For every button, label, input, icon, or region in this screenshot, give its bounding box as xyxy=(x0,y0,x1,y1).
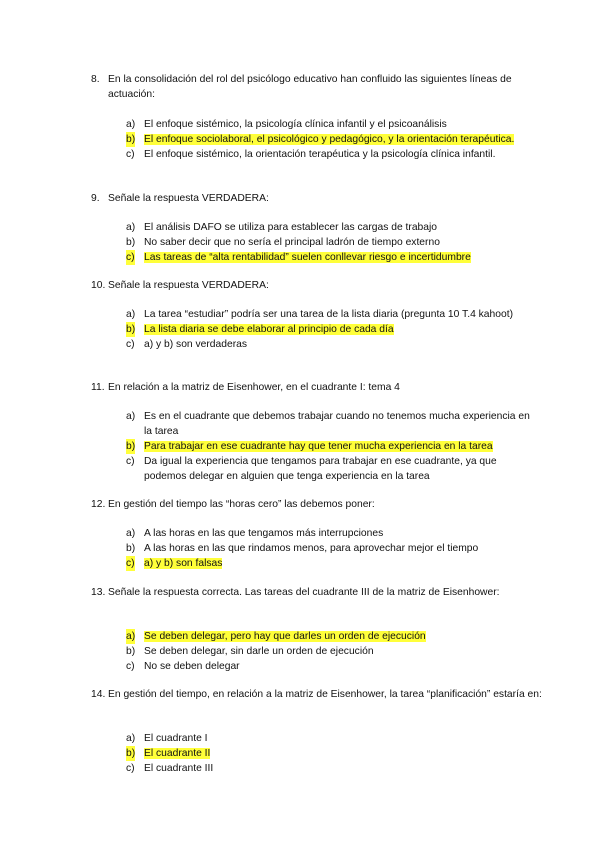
option-text: Se deben delegar, pero hay que darles un orden de ejecución xyxy=(144,631,426,642)
option-text: a) y b) son falsas xyxy=(144,558,223,569)
option-text: La tarea “estudiar” podría ser una tarea de la lista diaria (pregunta 10 T.4 kahoot) xyxy=(144,309,514,320)
option-letter: c) xyxy=(126,456,135,467)
option-14c xyxy=(126,761,536,776)
question-text: En relación a la matriz de Eisenhower, en el cuadrante I: tema 4 xyxy=(108,382,400,393)
option-letter: b) xyxy=(126,441,136,452)
question-number: 12. xyxy=(91,499,106,510)
option-8c xyxy=(126,147,536,162)
option-letter: a) xyxy=(126,222,136,233)
option-letter: a) xyxy=(126,309,136,320)
option-10c xyxy=(126,337,536,352)
question-8 xyxy=(91,72,551,102)
question-text: En gestión del tiempo, en relación a la matriz de Eisenhower, la tarea “planificación” estaría en: xyxy=(108,689,542,700)
question-text: En la consolidación del rol del psicólogo educativo han confluido las siguientes líneas de actuación: xyxy=(108,74,512,100)
option-text: Da igual la experiencia que tengamos para trabajar en ese cuadrante, ya que podemos delegar en alguien que tenga experiencia en la tarea xyxy=(144,456,497,482)
option-letter: c) xyxy=(126,558,135,569)
option-text: Para trabajar en ese cuadrante hay que tener mucha experiencia en la tarea xyxy=(144,441,493,452)
option-letter: b) xyxy=(126,237,136,248)
option-13b xyxy=(126,644,536,659)
option-text: El cuadrante I xyxy=(144,733,208,744)
option-11c xyxy=(126,454,536,484)
question-10 xyxy=(91,278,551,293)
option-14b-highlighted xyxy=(126,746,536,761)
option-10b-highlighted xyxy=(126,322,536,337)
option-letter: b) xyxy=(126,646,136,657)
option-letter: b) xyxy=(126,134,136,145)
option-11a xyxy=(126,409,536,439)
options-10 xyxy=(126,307,536,352)
question-text: Señale la respuesta VERDADERA: xyxy=(108,280,269,291)
option-letter: a) xyxy=(126,528,136,539)
option-letter: a) xyxy=(126,631,136,642)
option-letter: b) xyxy=(126,748,136,759)
option-8b-highlighted xyxy=(126,132,536,147)
question-12 xyxy=(91,497,551,512)
question-text: Señale la respuesta VERDADERA: xyxy=(108,193,269,204)
option-letter: a) xyxy=(126,411,136,422)
options-9 xyxy=(126,220,536,265)
option-letter: c) xyxy=(126,661,135,672)
option-12c-highlighted xyxy=(126,556,536,571)
question-text: Señale la respuesta correcta. Las tareas del cuadrante III de la matriz de Eisenhower: xyxy=(108,587,500,598)
option-13c xyxy=(126,659,536,674)
question-number: 14. xyxy=(91,689,106,700)
option-text: El enfoque sistémico, la orientación terapéutica y la psicología clínica infantil. xyxy=(144,149,496,160)
option-12b xyxy=(126,541,536,556)
question-number: 8. xyxy=(91,74,100,85)
option-letter: c) xyxy=(126,763,135,774)
option-text: A las horas en las que rindamos menos, para aprovechar mejor el tiempo xyxy=(144,543,479,554)
option-text: A las horas en las que tengamos más interrupciones xyxy=(144,528,384,539)
option-10a xyxy=(126,307,536,322)
question-14 xyxy=(91,687,551,702)
option-9a xyxy=(126,220,536,235)
option-text: No saber decir que no sería el principal ladrón de tiempo externo xyxy=(144,237,440,248)
option-12a xyxy=(126,526,536,541)
question-number: 10. xyxy=(91,280,106,291)
option-text: Las tareas de “alta rentabilidad” suelen conllevar riesgo e incertidumbre xyxy=(144,252,471,263)
option-text: La lista diaria se debe elaborar al principio de cada día xyxy=(144,324,394,335)
question-number: 11. xyxy=(91,382,105,393)
option-text: Se deben delegar, sin darle un orden de ejecución xyxy=(144,646,374,657)
option-letter: c) xyxy=(126,149,135,160)
option-letter: a) xyxy=(126,119,136,130)
option-9c-highlighted xyxy=(126,250,536,265)
option-13a-highlighted xyxy=(126,629,536,644)
option-text: El enfoque sistémico, la psicología clínica infantil y el psicoanálisis xyxy=(144,119,447,130)
question-13 xyxy=(91,585,551,600)
question-text: En gestión del tiempo las “horas cero” las debemos poner: xyxy=(108,499,375,510)
option-letter: b) xyxy=(126,324,136,335)
option-letter: c) xyxy=(126,252,135,263)
options-12 xyxy=(126,526,536,571)
question-number: 9. xyxy=(91,193,100,204)
options-13 xyxy=(126,629,536,674)
option-letter: a) xyxy=(126,733,136,744)
option-letter: c) xyxy=(126,339,135,350)
question-number: 13. xyxy=(91,587,106,598)
option-letter: b) xyxy=(126,543,136,554)
option-text: Es en el cuadrante que debemos trabajar cuando no tenemos mucha experiencia en la tarea xyxy=(144,411,530,437)
option-text: El análisis DAFO se utiliza para establecer las cargas de trabajo xyxy=(144,222,438,233)
option-text: El cuadrante II xyxy=(144,748,211,759)
question-11 xyxy=(91,380,551,395)
option-text: El cuadrante III xyxy=(144,763,214,774)
options-8 xyxy=(126,117,536,162)
option-11b-highlighted xyxy=(126,439,536,454)
option-9b xyxy=(126,235,536,250)
options-14 xyxy=(126,731,536,776)
options-11 xyxy=(126,409,536,484)
question-9 xyxy=(91,191,551,206)
option-14a xyxy=(126,731,536,746)
option-8a xyxy=(126,117,536,132)
option-text: No se deben delegar xyxy=(144,661,240,672)
option-text: El enfoque sociolaboral, el psicológico y pedagógico, y la orientación terapéutica. xyxy=(144,134,515,145)
option-text: a) y b) son verdaderas xyxy=(144,339,248,350)
